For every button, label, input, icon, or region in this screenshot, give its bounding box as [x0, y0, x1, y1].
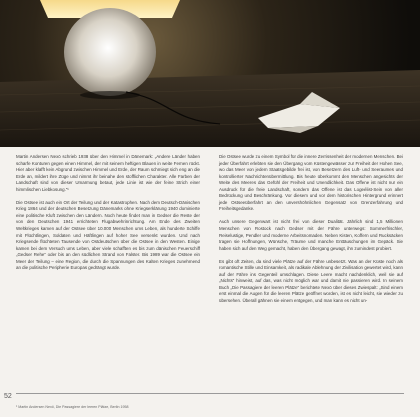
paragraph: Die Ostsee ist auch ein Ort der Teilung und der Katastrophen. Nach dem Deutsch-Dänischen Krieg 1864 und der deutschen Besetzung Dänemarks ohne Kriegserklärung 1940 dominierte eine politische Kluft zwischen den Ländern. Noch heute findet man in Gedser die Reste der von den Deutschen 1941 errichteten Flugabwehrinrichtung. Am Ende des Zweiten Weltkrieges kamen auf der Ostsee über 10.000 Menschen ums Leben, als hunderte Schiffe mit Flüchtlingen, Soldaten und Häftlingen auf hoher See versenkt wurden. Und nach Kriegsende flüchteten Tausende von Ostdeutschen über die Ostsee in den Westen. Einige kamen bei dem Versuch ums Leben, aber viele schafften es bis zum dänischen Feuerschiff „Gedser Rehe“ oder bis an den südlichen Strand von Falster. Bis 1989 war die Ostsee ein Meer der Teilung – eine Region, die durch die Spannungen des Kalten Krieges zunehmend an die politische Peripherie Europas gedrängt wurde.	[16, 199, 200, 271]
footer-divider	[16, 393, 404, 394]
paragraph: Martin Andersen Nexö schrieb 1938 über den Himmel in Dänemark: „Andere Länder haben scharfe Konturen gegen einen Himmel, der mit seinem heftigen Blauen in weite Fernen rückt. Hier aber klafft kein Abgrund zwischen Himmel und Erde, der Raum schmiegt sich eng an die Erde an, mildert ihre Züge und nimmt ihr beinahe den stofflichen Charakter. Alle Farben der Landschaft sind von dieser Umarmung betaut, jede Linie ist wie der feine Strich einer himmlischen Liebkosung.“¹	[16, 154, 200, 192]
footnote-caption: ¹ Martin Andersen Nexö, Die Passagiere der leeren Plätze, Berlin 1958	[16, 405, 129, 409]
left-text-column	[16, 154, 200, 278]
right-text-column	[219, 154, 403, 311]
paragraph: Es gibt oft Zeiten, da sind viele Plätze auf der Fähre unbesetzt. Was an der Küste noch als romantische Stille und Einsamkeit, als radikale Ablehnung der Zivilisation gewertet wird, kann auf der Fähre ins Gegenteil umschlagen. Diese Leere macht nachdenklich, weil sie auf „Nichts“ hinweist, auf das, was nicht möglich war und damit nie passieren wird. In seinem Buch „Die Passagiere der leeren Plätze“ berichtete Nexö über dieses Zwiespalt: „Sind einem erst einmal die Augen für die leeren Plätze geöffnet worden, ist es nicht leicht, sie wieder zu übersehen. Überall gähnen sie einem entgegen, und man kann es nicht un-	[219, 258, 403, 303]
photo-illustration	[0, 0, 420, 147]
paragraph: Die Ostsee wurde zu einem Symbol für die innere Zerrissenheit der modernen Menschen. Bei jeder Überfahrt erlebten sie den Übergang vom Küstengewässer zur Freiheit der Hohen See, wo das Meer von jedem Staatsgebilde frei ist, von Besetzern des Luft- und Seeraumes und kontrollierter Nachrichtenübermittlung. Bis heute überkommt den Menschen angesichts der Weite des Meeres das Gefühl der Freiheit und Unendlichkeit. Das Offene ist nicht nur ein Ausdruck für die freie Landschaft, sondern das Offene ist das Logeélist-Sein von aller Bedrückung und Beschränkung. Vor diesem und vor dem historischen Hintergrund erinnert jede Ostseeüberfahrt an den unvershöhnlichen Gegensatz von Grenzerfahrung und Freiheitsgedanke.	[219, 154, 403, 212]
photo-lamp-and-paper-boat	[0, 0, 420, 147]
page-number: 52	[4, 393, 12, 400]
paragraph: Auch unsere Gegenwart ist nicht frei von dieser Dualität. Jährlich sind 1,5 Millionen Menschen von Rostock nach Gedser mit der Fähre unterwegs: Sommerfrischler, Reiselustige, Pendler und moderne Arbeitsnomaden. Neben Kisten, Koffern und Rucksäcken tragen sie Hoffnungen, Wünsche, Träume und manche Enttäuschungen im Gepäck. Sie haben sich auf den Weg gemacht, haben den Übergang gewagt, ihn zumindest probiert.	[219, 219, 403, 251]
